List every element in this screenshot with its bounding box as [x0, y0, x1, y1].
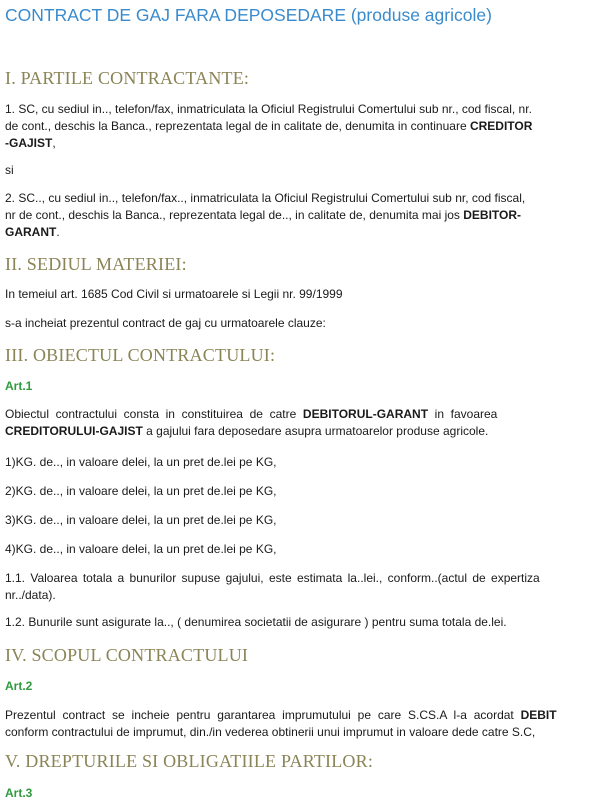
section-heading-rights: V. DREPTURILE SI OBLIGATIILE PARTILOR:	[5, 751, 374, 771]
paragraph-object	[5, 406, 600, 440]
paragraph-concluded: s-a incheiat prezentul contract de gaj cu urmatoarele clauze:	[5, 316, 326, 330]
conjunction-si: si	[5, 163, 14, 177]
party-2-line-3	[5, 224, 600, 241]
p11-line-1: 1.1. Valoarea totala a bunurilor supuse gajului, este estimata la..lei., conform..(actul de expertiza	[5, 571, 540, 585]
party-2-period: .	[56, 225, 60, 239]
purpose-text: Prezentul contract se incheie pentru garantarea imprumutului pe care S.CS.A l-a acordat	[5, 708, 521, 722]
article-1-label: Art.1	[5, 379, 33, 393]
object-line-2	[5, 423, 600, 440]
creditorului-gajist-label: CREDITORULUI-GAJIST	[5, 424, 143, 438]
party-1-line-2	[5, 118, 600, 135]
object-text-3: a gajului fara deposedare asupra urmatoarelor produse agricole.	[142, 424, 489, 438]
party-2-line-1: 2. SC.., cu sediul in.., telefon/fax.., inmatriculata la Oficiul Registrului Comertului sub nr, cod fiscal,	[5, 191, 526, 205]
object-line-1	[5, 406, 600, 423]
party-1-line-1: 1. SC, cu sediul in.., telefon/fax, inmatriculata la Oficiul Registrului Comertului sub nr., cod fiscal, nr.	[5, 102, 532, 116]
paragraph-1-1	[5, 570, 600, 604]
list-item: 1)KG. de.., in valoare delei, la un pret de.lei pe KG,	[5, 455, 277, 469]
paragraph-1-2: 1.2. Bunurile sunt asigurate la.., ( denumirea societatii de asigurare ) pentru suma totala de.lei.	[5, 615, 507, 629]
purpose-line-1	[5, 707, 600, 724]
party-1-text: de cont., deschis la Banca., reprezentata legal de in calitate de, denumita in continuare	[5, 119, 470, 133]
section-heading-parties: I. PARTILE CONTRACTANTE:	[5, 68, 250, 88]
list-item: 3)KG. de.., in valoare delei, la un pret de.lei pe KG,	[5, 513, 277, 527]
article-2-label: Art.2	[5, 679, 33, 693]
list-item: 4)KG. de.., in valoare delei, la un pret de.lei pe KG,	[5, 542, 277, 556]
party-1-comma: ,	[52, 136, 56, 150]
document-title: CONTRACT DE GAJ FARA DEPOSEDARE (produse agricole)	[5, 5, 492, 25]
section-heading-purpose: IV. SCOPUL CONTRACTULUI	[5, 645, 249, 665]
paragraph-purpose	[5, 707, 600, 741]
gajist-label: -GAJIST	[5, 136, 53, 150]
section-heading-object: III. OBIECTUL CONTRACTULUI:	[5, 345, 276, 365]
paragraph-party-2	[5, 190, 600, 241]
list-item: 2)KG. de.., in valoare delei, la un pret de.lei pe KG,	[5, 484, 277, 498]
creditor-label: CREDITOR	[469, 119, 533, 133]
garant-label: GARANT	[5, 225, 57, 239]
object-text-1: Obiectul contractului consta in constituirea de catre	[5, 407, 303, 421]
debit-label: DEBIT	[520, 708, 557, 722]
debitorul-garant-label: DEBITORUL-GARANT	[302, 407, 429, 421]
p11-line-2: nr../data).	[5, 588, 56, 602]
purpose-line-2: conform contractului de imprumut, din./in vederea obtinerii unui imprumut in valoare dede catre S.C,	[5, 725, 536, 739]
object-text-2: in favoarea	[428, 407, 498, 421]
debitor-label: DEBITOR-	[463, 208, 522, 222]
party-2-text: nr de cont., deschis la Banca., reprezentata legal de.., in calitate de, denumita mai jos	[5, 208, 464, 222]
paragraph-party-1	[5, 101, 600, 152]
section-heading-subject-matter: II. SEDIUL MATERIEI:	[5, 254, 187, 274]
party-1-line-3	[5, 135, 600, 152]
article-3-label: Art.3	[5, 786, 33, 800]
party-2-line-2	[5, 207, 600, 224]
paragraph-legal-basis: In temeiul art. 1685 Cod Civil si urmatoarele si Legii nr. 99/1999	[5, 287, 343, 301]
